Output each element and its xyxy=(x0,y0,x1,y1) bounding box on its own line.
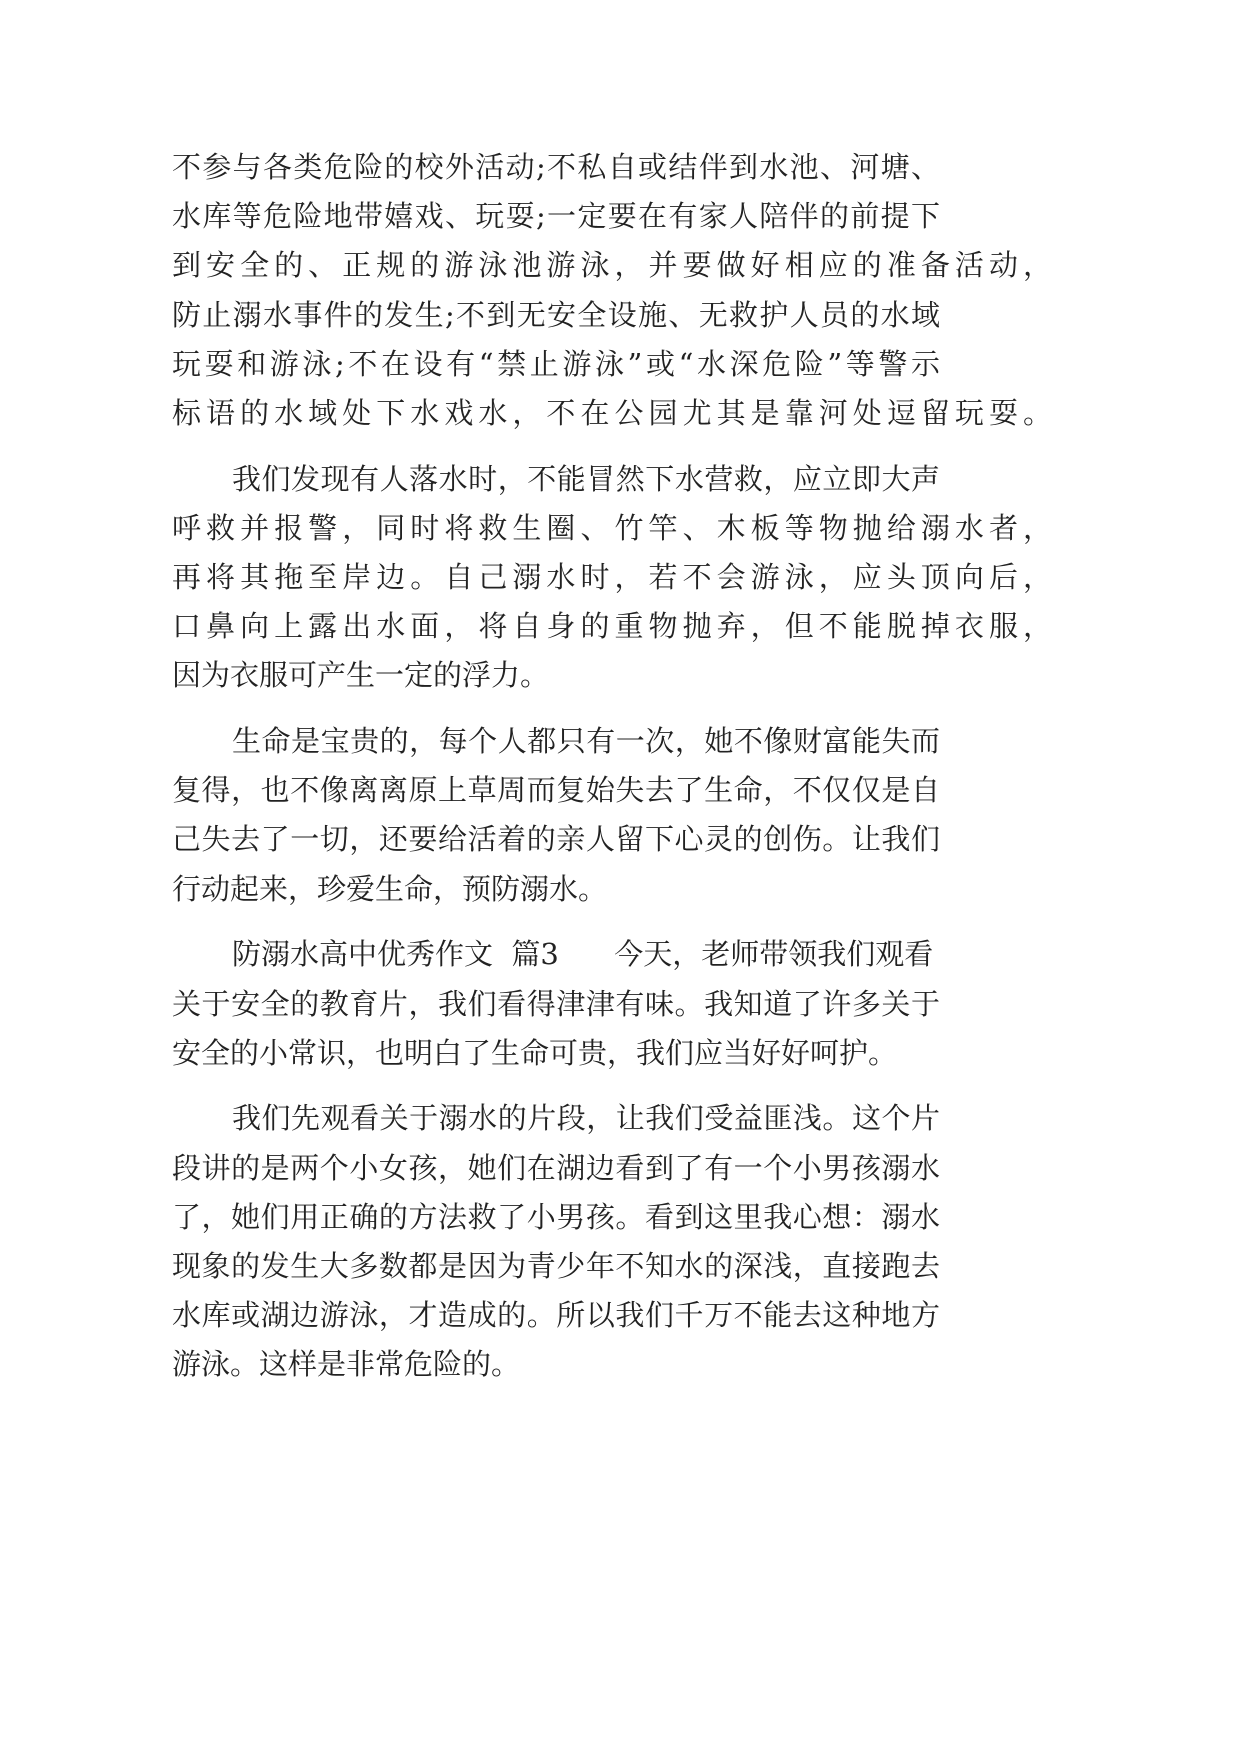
paragraph xyxy=(172,930,1052,1078)
text-line: 安全的小常识，也明白了生命可贵，我们应当好好呵护。 xyxy=(172,1035,898,1070)
text-line: 己失去了一切，还要给活着的亲人留下心灵的创伤。让我们 xyxy=(172,822,940,857)
text-line: 生命是宝贵的，每个人都只有一次，她不像财富能失而 xyxy=(232,724,940,759)
text-line: 复得，也不像离离原上草周而复始失去了生命，不仅仅是自 xyxy=(172,773,940,808)
paragraph xyxy=(172,1094,1052,1389)
text-line: 防止溺水事件的发生;不到无安全设施、无救护人员的水域 xyxy=(172,297,940,332)
text-line: 段讲的是两个小女孩，她们在湖边看到了有一个小男孩溺水 xyxy=(172,1150,940,1185)
paragraph xyxy=(172,455,1052,701)
text-line: 关于安全的教育片，我们看得津津有味。我知道了许多关于 xyxy=(172,986,940,1021)
text-line: 行动起来，珍爱生命，预防溺水。 xyxy=(172,871,608,906)
text-line: 我们发现有人落水时，不能冒然下水营救，应立即大声 xyxy=(232,461,940,496)
paragraph xyxy=(172,717,1052,914)
text-line: 水库或湖边游泳，才造成的。所以我们千万不能去这种地方 xyxy=(172,1298,940,1333)
document-body xyxy=(172,143,1052,1390)
text-line: 游泳。这样是非常危险的。 xyxy=(172,1347,521,1382)
text-line: 再将其拖至岸边。自己溺水时，若不会游泳，应头顶向后， xyxy=(172,560,1052,594)
text-line: 口鼻向上露出水面，将自身的重物抛弃，但不能脱掉衣服， xyxy=(172,609,1052,644)
text-line: 因为衣服可产生一定的浮力。 xyxy=(172,658,550,693)
text-line: 玩耍和游泳;不在设有“禁止游泳”或“水深危险”等警示 xyxy=(172,346,940,381)
text-line: 不参与各类危险的校外活动;不私自或结伴到水池、河塘、 xyxy=(172,150,940,184)
text-line: 现象的发生大多数都是因为青少年不知水的深浅，直接跑去 xyxy=(172,1248,940,1283)
text-line: 到安全的、正规的游泳池游泳，并要做好相应的准备活动， xyxy=(172,248,1052,283)
text-line: 呼救并报警，同时将救生圈、竹竿、木板等物抛给溺水者， xyxy=(172,510,1052,545)
text-line: 标语的水域处下水戏水，不在公园尤其是靠河处逗留玩耍。 xyxy=(172,395,1052,430)
text-line: 了，她们用正确的方法救了小男孩。看到这里我心想：溺水 xyxy=(172,1199,940,1234)
text-line: 水库等危险地带嬉戏、玩耍;一定要在有家人陪伴的前提下 xyxy=(172,199,940,234)
paragraph xyxy=(172,143,1052,438)
text-line: 防溺水高中优秀作文 篇3 今天，老师带领我们观看 xyxy=(232,937,934,972)
text-line: 我们先观看关于溺水的片段，让我们受益匪浅。这个片 xyxy=(232,1101,940,1136)
